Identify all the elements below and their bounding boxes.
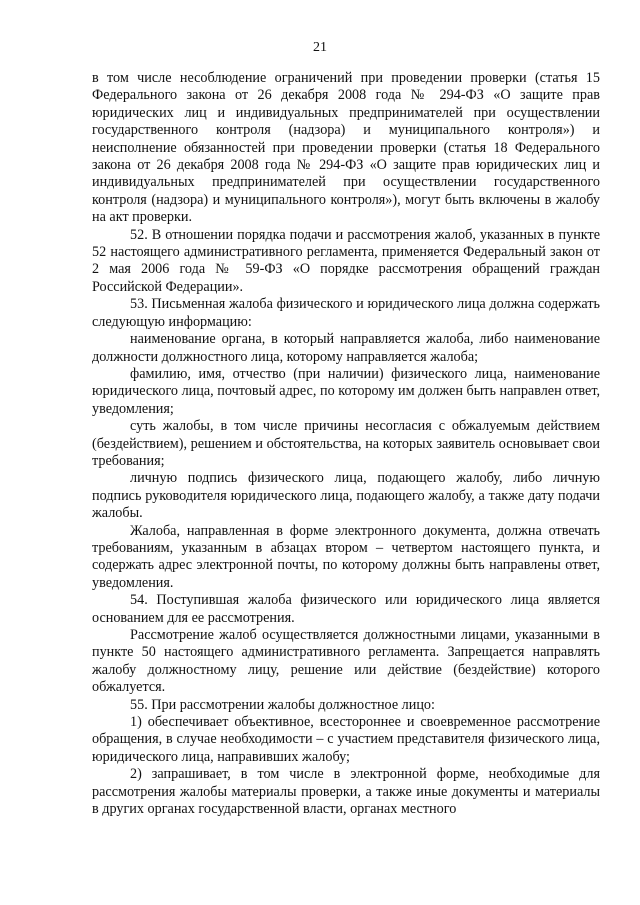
paragraph-53-item-authority: наименование органа, в который направляется жалоба, либо наименование должности должностного лица, которому направляется жалоба; [92, 331, 600, 365]
paragraph-53-electronic: Жалоба, направленная в форме электронного документа, должна отвечать требованиям, указанным в абзацах втором – четвертом настоящего пункта, и содержать адрес электронной почты, по которому должны быть направлены ответ, уведомления. [92, 522, 600, 591]
document-body [92, 70, 600, 818]
paragraph-continuation: в том числе несоблюдение ограничений при проведении проверки (статья 15 Федерального закона от 26 декабря 2008 года № 294-ФЗ «О защите прав юридических лиц и индивидуальных предпринимателей при осуществлении государственного контроля (надзора) и муниципального контроля») и неисполнение обязанностей при проведении проверки (статья 18 Федерального закона от 26 декабря 2008 года № 294-ФЗ «О защите прав юридических лиц и индивидуальных предпринимателей при осуществлении государственного контроля (надзора) и муниципального контроля»), могут быть включены в жалобу на акт проверки. [92, 70, 600, 226]
paragraph-52: 52. В отношении порядка подачи и рассмотрения жалоб, указанных в пункте 52 настоящего административного регламента, применяется Федеральный закон от 2 мая 2006 года № 59-ФЗ «О порядке рассмотрения обращений граждан Российской Федерации». [92, 226, 600, 295]
paragraph-53-item-signature: личную подпись физического лица, подающего жалобу, либо личную подпись руководителя юридического лица, подающего жалобу, а также дату подачи жалобы. [92, 470, 600, 522]
paragraph-53-item-name: фамилию, имя, отчество (при наличии) физического лица, наименование юридического лица, почтовый адрес, по которому им должен быть направлен ответ, уведомления; [92, 365, 600, 417]
paragraph-55-item-1: 1) обеспечивает объективное, всестороннее и своевременное рассмотрение обращения, в случае необходимости – с участием представителя физического лица, юридического лица, направивших жалобу; [92, 714, 600, 765]
paragraph-53: 53. Письменная жалоба физического и юридического лица должна содержать следующую информацию: [92, 296, 600, 330]
page-number: 21 [313, 40, 327, 55]
paragraph-54-review: Рассмотрение жалоб осуществляется должностными лицами, указанными в пункте 50 настоящего административного регламента. Запрещается направлять жалобу должностному лицу, решение или действие (бездействие) которого обжалуется. [92, 627, 600, 696]
paragraph-55-item-2: 2) запрашивает, в том числе в электронной форме, необходимые для рассмотрения жалобы материалы проверки, а также иные документы и материалы в других органах государственной власти, органах местного [92, 766, 600, 818]
paragraph-55: 55. При рассмотрении жалобы должностное лицо: [130, 696, 435, 713]
paragraph-54: 54. Поступившая жалоба физического или юридического лица является основанием для ее рассмотрения. [92, 592, 600, 626]
paragraph-53-item-essence: суть жалобы, в том числе причины несогласия с обжалуемым действием (бездействием), решением и обстоятельства, на которых заявитель основывает свои требования; [92, 418, 600, 469]
